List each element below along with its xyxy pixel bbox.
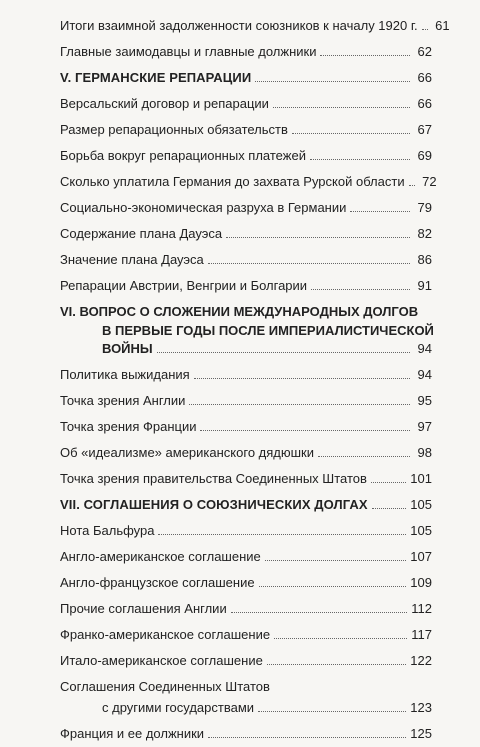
dot-leader: [208, 737, 406, 738]
dot-leader: [422, 29, 428, 30]
dot-leader: [409, 185, 415, 186]
toc-entry-title-line: с другими государствами: [102, 700, 255, 715]
toc-entry-page: 66: [417, 96, 432, 111]
toc-entry: [60, 247, 432, 273]
toc-entry: [60, 91, 432, 117]
toc-entry-title: Главные заимодавцы и главные должники: [60, 44, 317, 59]
toc-section-title-line: ВОЙНЫ: [102, 341, 153, 356]
dot-leader: [372, 508, 407, 509]
dot-leader: [255, 81, 410, 82]
toc-entry-title: Франция и ее должники: [60, 726, 205, 741]
dot-leader: [265, 560, 407, 561]
toc-entry: [60, 518, 432, 544]
dot-leader: [226, 237, 410, 238]
toc-entry-page: 123: [410, 700, 432, 715]
dot-leader: [189, 404, 410, 405]
toc-section-title-line: VI. ВОПРОС О СЛОЖЕНИИ МЕЖДУНАРОДНЫХ ДОЛГОВ: [60, 304, 419, 319]
toc-section-title-line: В ПЕРВЫЕ ГОДЫ ПОСЛЕ ИМПЕРИАЛИСТИЧЕСКОЙ: [102, 323, 434, 338]
dot-leader: [194, 378, 410, 379]
toc-entry-page: 86: [417, 252, 432, 267]
toc-entry: [60, 570, 432, 596]
toc-entry-title: Итало-американское соглашение: [60, 653, 263, 668]
toc-entry-page: 82: [417, 226, 432, 241]
toc-entry-title: Репарации Австрии, Венгрии и Болгарии: [60, 278, 308, 293]
toc-entry-page: 109: [410, 575, 432, 590]
dot-leader: [259, 586, 407, 587]
toc-entry-title: Об «идеализме» американского дядюшки: [60, 445, 314, 460]
toc-entry-title: Прочие соглашения Англии: [60, 601, 227, 616]
toc-entry-page: 91: [417, 278, 432, 293]
toc-entry-page: 95: [417, 393, 432, 408]
toc-entry-page: 94: [417, 341, 432, 356]
toc-entry-title: Франко-американское соглашение: [60, 627, 271, 642]
toc-entry-page: 122: [410, 653, 432, 668]
toc-entry-page: 61: [435, 18, 450, 33]
toc-entry: [60, 440, 432, 466]
dot-leader: [208, 263, 410, 264]
toc-entry-page: 72: [422, 174, 437, 189]
toc-entry: [60, 596, 432, 622]
toc-entry-title: Итоги взаимной задолженности союзников к началу 1920 г.: [60, 18, 418, 33]
dot-leader: [320, 55, 410, 56]
toc-entry-title: Социально-экономическая разруха в Германии: [60, 200, 347, 215]
toc-section-heading: [60, 65, 432, 91]
toc-entry-title: Точка зрения Франции: [60, 419, 197, 434]
toc-entry-title: Нота Бальфура: [60, 523, 155, 538]
toc-entry-page: 66: [417, 70, 432, 85]
toc-entry: [60, 648, 432, 674]
toc-entry-page: 101: [410, 471, 432, 486]
toc-section-heading: [60, 299, 432, 362]
dot-leader: [310, 159, 410, 160]
toc-entry-page: 105: [410, 497, 432, 512]
toc-entry: [60, 117, 432, 143]
toc-entry-title: Сколько уплатила Германия до захвата Рурской области: [60, 174, 405, 189]
toc-entry-page: 97: [417, 419, 432, 434]
toc-entry: [60, 221, 432, 247]
toc-section-heading: [60, 492, 432, 518]
toc-entry: [60, 544, 432, 570]
toc-entry: [60, 39, 432, 65]
toc-entry-page: 117: [411, 627, 432, 642]
dot-leader: [267, 664, 406, 665]
toc-entry-page: 98: [417, 445, 432, 460]
toc-section-title: VII. СОГЛАШЕНИЯ О СОЮЗНИЧЕСКИХ ДОЛГАХ: [60, 497, 368, 512]
toc-entry-title: Точка зрения правительства Соединенных Штатов: [60, 471, 367, 486]
toc-entry-page: 107: [410, 549, 432, 564]
dot-leader: [311, 289, 410, 290]
toc-entry-title: Точка зрения Англии: [60, 393, 186, 408]
toc-entry-title: Англо-французское соглашение: [60, 575, 255, 590]
toc-section-title: V. ГЕРМАНСКИЕ РЕПАРАЦИИ: [60, 70, 252, 85]
toc-entry-title: Политика выжидания: [60, 367, 190, 382]
toc-entry-page: 125: [410, 726, 432, 741]
toc-entry-title: Борьба вокруг репарационных платежей: [60, 148, 306, 163]
dot-leader: [200, 430, 410, 431]
toc-entry: [60, 414, 432, 440]
toc-entry-title: Англо-американское соглашение: [60, 549, 261, 564]
dot-leader: [318, 456, 410, 457]
dot-leader: [350, 211, 410, 212]
toc-entry-title-line: Соглашения Соединенных Штатов: [60, 679, 270, 694]
toc-entry-page: 79: [417, 200, 432, 215]
toc-entry: [60, 362, 432, 388]
dot-leader: [157, 352, 410, 353]
dot-leader: [371, 482, 406, 483]
toc-entry: [60, 622, 432, 648]
toc-entry: [60, 195, 432, 221]
toc-entry-title: Версальский договор и репарации: [60, 96, 269, 111]
toc-entry-page: 94: [417, 367, 432, 382]
toc-entry-page: 112: [411, 601, 432, 616]
toc-entry: [60, 273, 432, 299]
toc-entry: [60, 674, 432, 721]
toc-entry-page: 69: [417, 148, 432, 163]
toc-entry: [60, 143, 432, 169]
toc-entry: [60, 169, 437, 195]
toc-entry: [60, 13, 450, 39]
toc-entry: [60, 388, 432, 414]
dot-leader: [292, 133, 410, 134]
toc-entry-page: 62: [417, 44, 432, 59]
dot-leader: [231, 612, 408, 613]
toc-entry: [60, 466, 432, 492]
dot-leader: [158, 534, 406, 535]
toc-entry-title: Значение плана Дауэса: [60, 252, 204, 267]
toc-entry-page: 67: [417, 122, 432, 137]
toc-entry-page: 105: [410, 523, 432, 538]
toc-entry-title: Размер репарационных обязательств: [60, 122, 288, 137]
toc-entry: [60, 721, 432, 747]
dot-leader: [274, 638, 407, 639]
toc-entry-title: Содержание плана Дауэса: [60, 226, 223, 241]
dot-leader: [258, 711, 406, 712]
dot-leader: [273, 107, 410, 108]
